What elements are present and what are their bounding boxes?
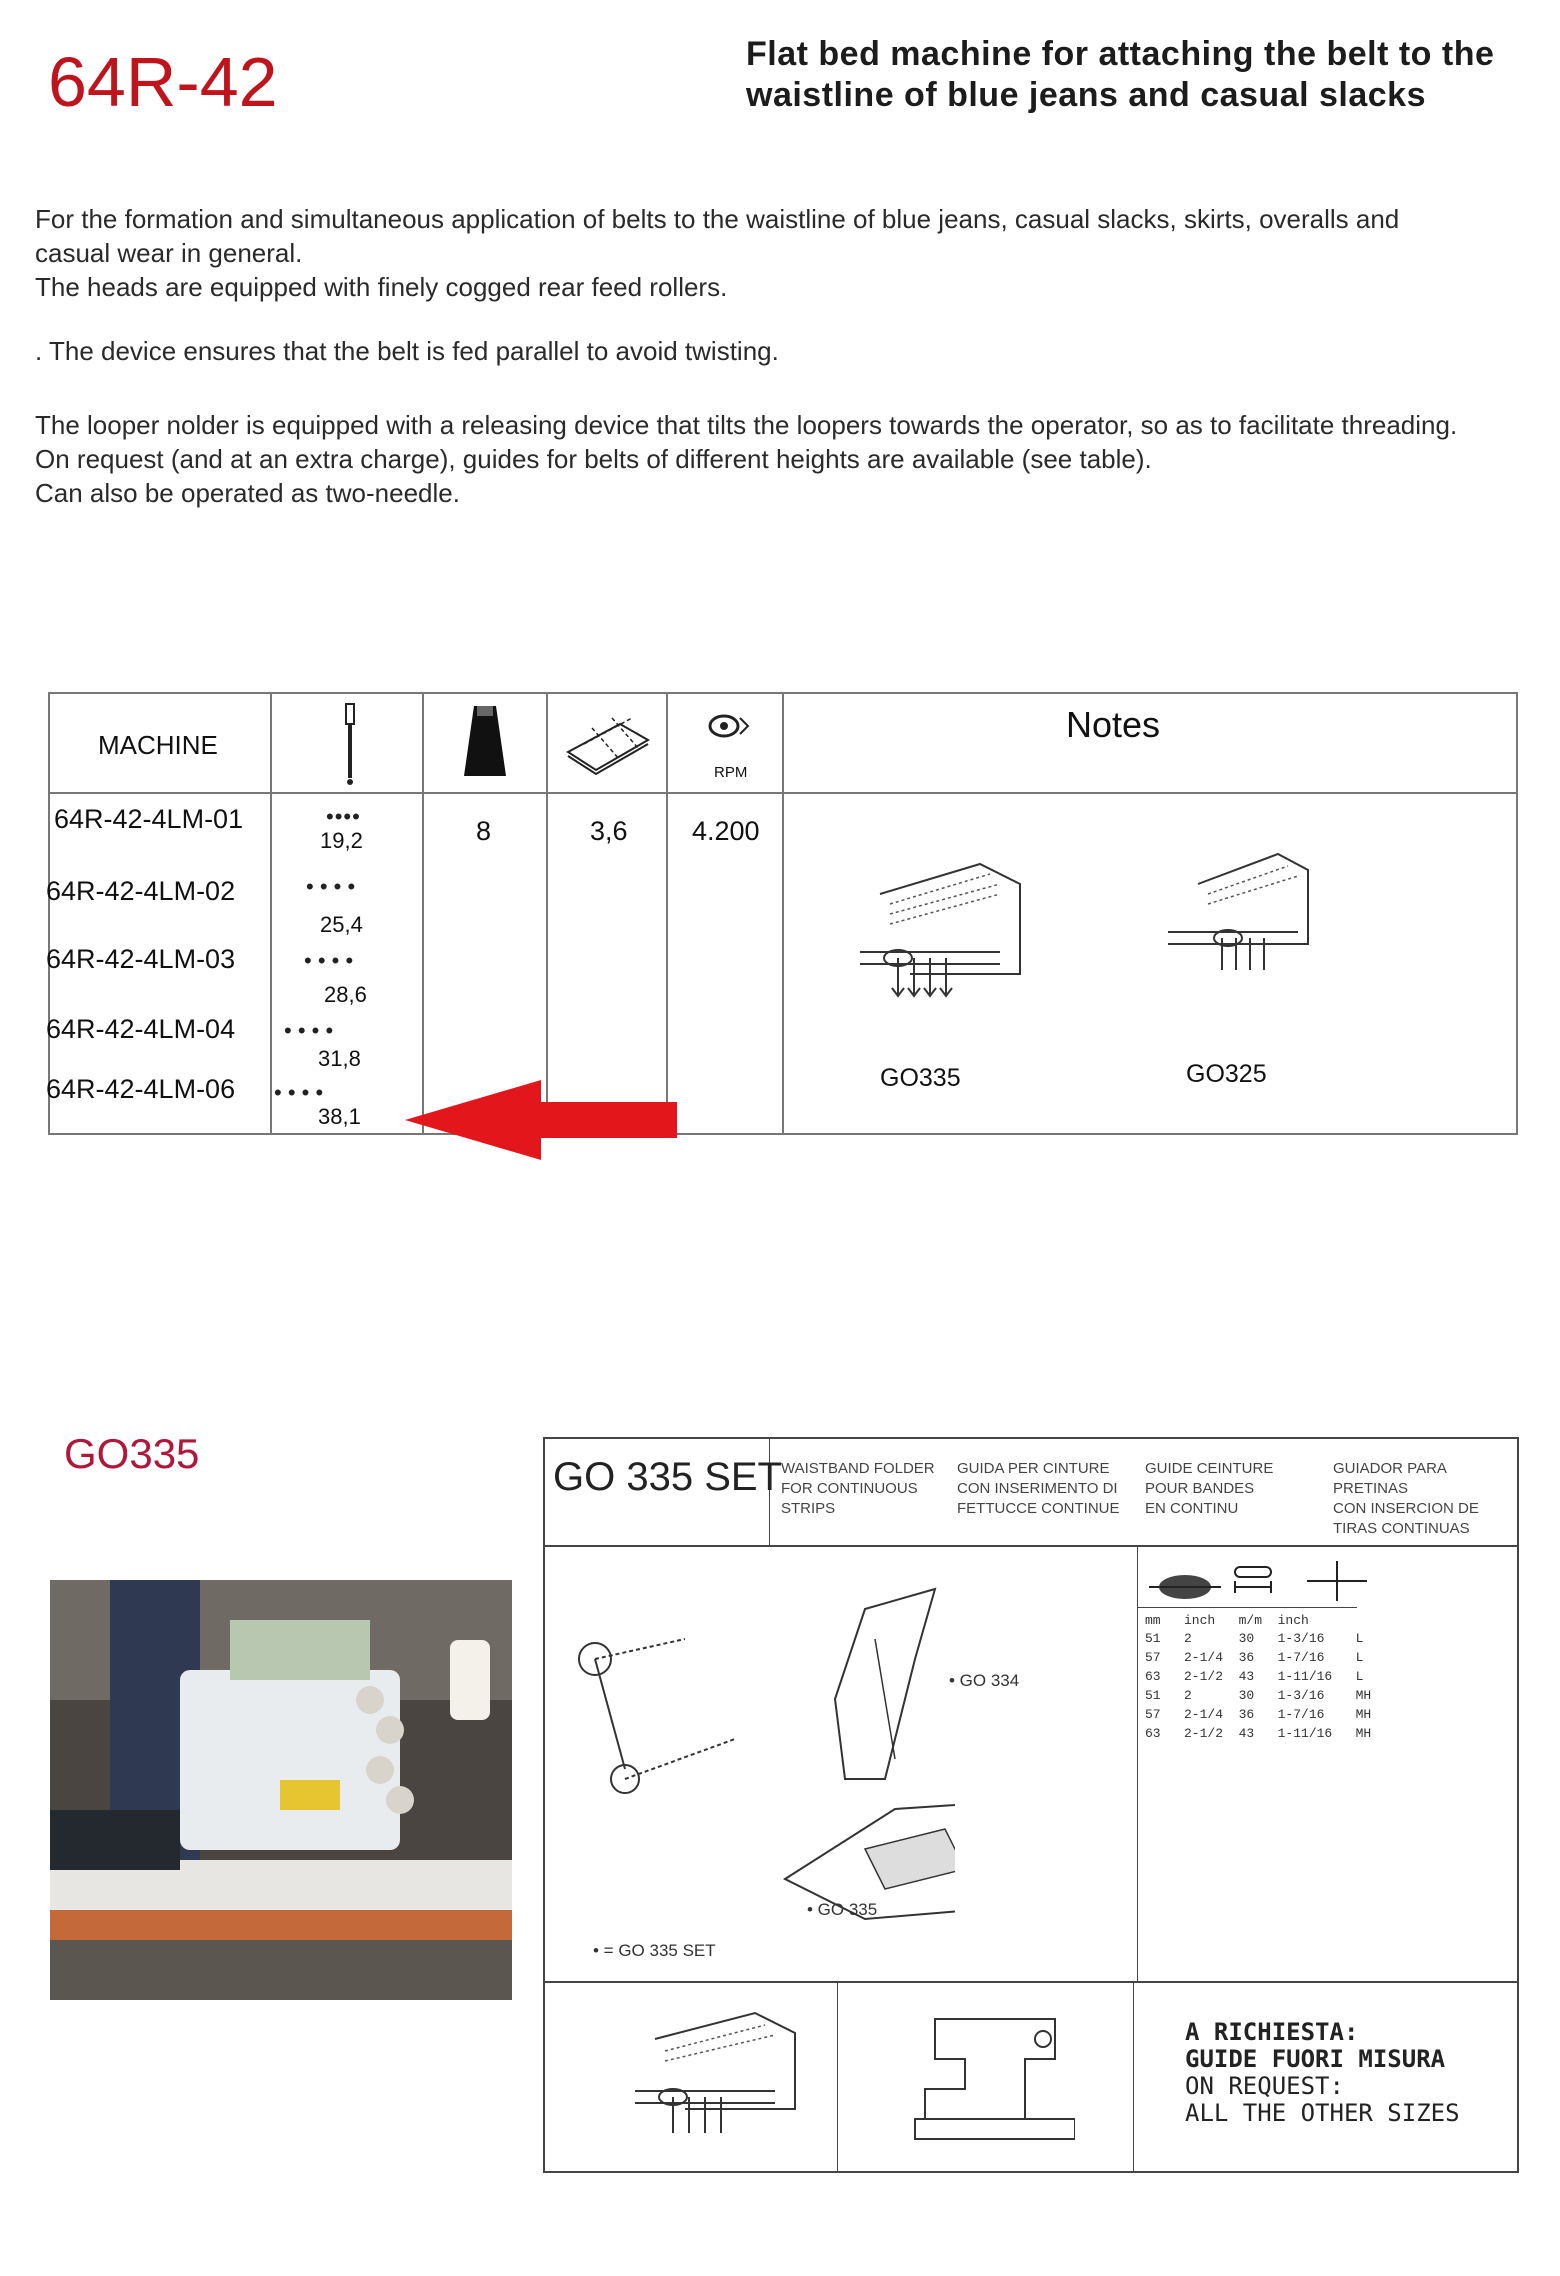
catalog-text: GUIDE CEINTURE	[1145, 1460, 1274, 1477]
catalog-text: EN CONTINU	[1145, 1500, 1239, 1517]
table-divider	[666, 694, 668, 1133]
description-line: The looper nolder is equipped with a releasing device that tilts the loopers towards the operator, so as to facilitate threading.	[35, 410, 1458, 440]
label-go334: • GO 334	[949, 1671, 1020, 1690]
catalog-text: CON INSERCION DE	[1333, 1500, 1479, 1517]
belt-fold-diagram	[625, 1999, 825, 2149]
description-paragraph-2: . The device ensures that the belt is fed parallel to avoid twisting.	[35, 336, 779, 366]
needle-gauge-dots: • • • •	[274, 1080, 324, 1105]
machine-cell: 64R-42-4LM-03	[46, 944, 236, 974]
needle-gauge-dots: • • • •	[304, 948, 354, 973]
threads-cell: 8	[476, 816, 492, 846]
on-request-note	[1185, 2019, 1460, 2127]
catalog-text: TIRAS CONTINUAS	[1333, 1520, 1470, 1537]
description-line: For the formation and simultaneous application of belts to the waistline of blue jeans, casual slacks, skirts, overalls and	[35, 204, 1400, 234]
machine-cell: 64R-42-4LM-06	[46, 1074, 236, 1104]
needle-position-icon	[1307, 1557, 1367, 1603]
catalog-text: WAISTBAND FOLDER	[781, 1460, 935, 1477]
request-line: GUIDE FUORI MISURA	[1185, 2045, 1446, 2073]
needle-gauge-dots: • • • •	[306, 874, 356, 899]
catalog-col-spanish	[1333, 1459, 1517, 1539]
gauge-cell: 28,6	[324, 982, 367, 1007]
catalog-divider	[1133, 1981, 1134, 2171]
catalog-divider	[837, 1981, 838, 2171]
size-table-header: mm inch m/m inch	[1145, 1613, 1309, 1628]
size-table-rows	[1145, 1629, 1371, 1743]
belt-guide-figure-go335	[850, 834, 1040, 1004]
catalog-set-title: GO 335 SET	[553, 1455, 782, 1499]
headline	[746, 34, 1494, 116]
motor-rpm-icon	[700, 706, 752, 746]
table-header-divider	[50, 792, 1516, 794]
label-go335-set: • = GO 335 SET	[593, 1941, 716, 1960]
waistband-folder-drawing	[565, 1579, 955, 1959]
machine-cell: 64R-42-4LM-02	[46, 876, 236, 906]
catalog-text: FETTUCCE CONTINUE	[957, 1500, 1120, 1517]
catalog-divider	[1137, 1607, 1357, 1608]
description-line: casual wear in general.	[35, 238, 303, 268]
needle-gauge-dots: ••••	[326, 804, 361, 829]
gauge-cell: 38,1	[318, 1104, 361, 1129]
catalog-text: STRIPS	[781, 1500, 836, 1517]
machine-cell: 64R-42-4LM-04	[46, 1014, 236, 1044]
model-title: 64R-42	[48, 43, 278, 121]
gauge-cell: 25,4	[320, 912, 363, 937]
table-divider	[422, 694, 424, 1133]
catalog-text: GUIDA PER CINTURE	[957, 1460, 1110, 1477]
size-table-row: 57 2-1/4 36 1-7/16 L	[1145, 1650, 1364, 1665]
size-table-row: 57 2-1/4 36 1-7/16 MH	[1145, 1707, 1372, 1722]
catalog-col-french	[1145, 1459, 1273, 1519]
spec-table	[48, 692, 1518, 1135]
needle-icon	[330, 702, 370, 786]
gauge-cell: 19,2	[320, 828, 363, 853]
catalog-col-italian	[957, 1459, 1120, 1519]
description-paragraph-1	[35, 202, 1399, 304]
go335-title: GO335	[64, 1430, 200, 1477]
sewing-machine-photo-illustration	[50, 1580, 512, 2000]
red-arrow-icon	[405, 1080, 680, 1160]
size-table-row: 63 2-1/2 43 1-11/16 L	[1145, 1669, 1364, 1684]
note-label-go335: GO335	[880, 1064, 961, 1092]
headline-line-1: Flat bed machine for attaching the belt to the	[746, 35, 1495, 73]
stitch-length-icon	[562, 704, 654, 780]
go335-set-catalog	[543, 1437, 1519, 2173]
description-line: Can also be operated as two-needle.	[35, 478, 460, 508]
catalog-text: FOR CONTINUOUS	[781, 1480, 918, 1497]
header-rpm: RPM	[714, 764, 748, 781]
catalog-col-english	[781, 1459, 935, 1519]
size-table-row: 63 2-1/2 43 1-11/16 MH	[1145, 1726, 1372, 1741]
catalog-divider	[545, 1981, 1517, 1983]
note-label-go325: GO325	[1186, 1060, 1267, 1088]
header-notes: Notes	[1066, 704, 1161, 745]
description-line: On request (and at an extra charge), guides for belts of different heights are available (see table).	[35, 444, 1152, 474]
header-machine: MACHINE	[98, 730, 218, 760]
description-line: The heads are equipped with finely cogged rear feed rollers.	[35, 272, 728, 302]
label-go335: • GO 335	[807, 1900, 878, 1919]
table-divider	[270, 694, 272, 1133]
size-table-row: 51 2 30 1-3/16 MH	[1145, 1688, 1372, 1703]
description-paragraph-3	[35, 408, 1457, 510]
headline-line-2: waistline of blue jeans and casual slacks	[746, 76, 1426, 114]
table-divider	[546, 694, 548, 1133]
stitch-length-cell: 3,6	[590, 816, 628, 846]
catalog-text: POUR BANDES	[1145, 1480, 1255, 1497]
gauge-cell: 31,8	[318, 1046, 361, 1071]
rpm-cell: 4.200	[692, 816, 760, 846]
machine-cell: 64R-42-4LM-01	[54, 804, 244, 834]
catalog-text: GUIADOR PARA PRETINAS	[1333, 1460, 1447, 1497]
table-divider	[782, 694, 784, 1133]
catalog-text: CON INSERIMENTO DI	[957, 1480, 1118, 1497]
request-line: ALL THE OTHER SIZES	[1185, 2099, 1460, 2127]
request-line: ON REQUEST:	[1185, 2072, 1344, 2100]
belt-guide-figure-go325	[1158, 834, 1328, 984]
catalog-divider	[1137, 1545, 1138, 1981]
sewing-machine-line-drawing	[905, 1999, 1075, 2149]
size-table-row: 51 2 30 1-3/16 L	[1145, 1631, 1364, 1646]
request-line: A RICHIESTA:	[1185, 2018, 1359, 2046]
machine-photo	[50, 1580, 512, 2000]
thread-cone-icon	[460, 702, 510, 780]
belt-height-icon	[1145, 1557, 1225, 1603]
tape-width-icon	[1229, 1561, 1279, 1601]
needle-gauge-dots: • • • •	[284, 1018, 334, 1043]
